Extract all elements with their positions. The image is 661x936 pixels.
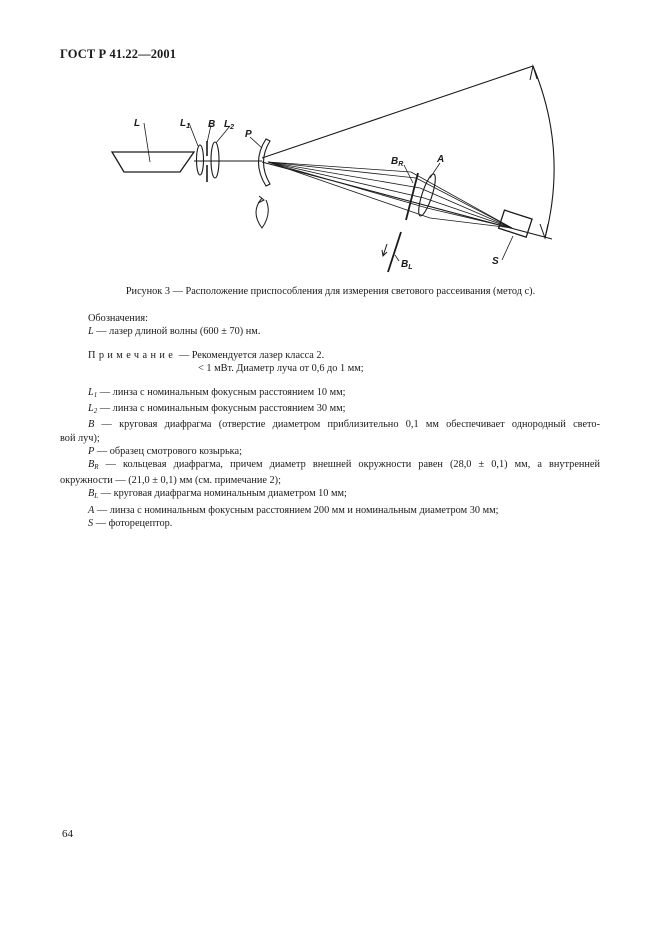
label-l: L — [134, 118, 141, 129]
lens-l2 — [211, 142, 219, 178]
legend-item: A — линза с номинальным фокусным расстоянием 200 мм и номинальным диаметром 30 мм; — [88, 504, 499, 516]
note-line-1: Примечание — Рекомендуется лазер класса 2. — [88, 350, 325, 361]
legend-intro-block — [88, 312, 600, 338]
legend-item: $B_L$ — круговая диафрагма номинальным диаметром 10 мм; — [88, 488, 347, 501]
legend-item: $B_R$ — кольцевая диафрагма, причем диаметр внешней окружности равен (28,0 ± 0,1) мм, а внутренней — [88, 459, 600, 472]
bl-motion-arrow — [382, 244, 387, 256]
document-header: ГОСТ Р 41.22—2001 — [60, 47, 177, 61]
legend-item-continuation: вой луч); — [60, 432, 100, 444]
rotation-arrow — [256, 198, 268, 228]
legend-intro: Обозначения: — [88, 313, 148, 324]
note-block — [88, 349, 600, 375]
legend-item: S — фоторецептор. — [88, 517, 173, 529]
diaphragm-bl — [388, 232, 401, 272]
page-number: 64 — [62, 828, 73, 840]
note-line-2: < 1 мВт. Диаметр луча от 0,6 до 1 мм; — [198, 363, 364, 375]
label-a: A — [437, 154, 445, 165]
optical-setup-diagram — [0, 0, 661, 300]
figure-caption: Рисунок 3 — Расположение приспособления для измерения светового рассеивания (метод с). — [125, 286, 536, 297]
label-l1: $L_1$ — [180, 118, 191, 130]
legend-item: B — круговая диафрагма (отверстие диаметром приблизительно 0,1 мм обеспечивает однородный свето- — [88, 419, 600, 431]
lens-l1 — [197, 145, 204, 175]
laser-body — [112, 152, 194, 172]
legend-item: P — образец смотрового козырька; — [88, 445, 242, 457]
legend-item: $L_1$ — линза с номинальным фокусным расстоянием 10 мм; — [88, 387, 346, 399]
legend-item: $L_2$ — линза с номинальным фокусным расстоянием 30 мм; — [88, 403, 346, 416]
legend-item-continuation: окружности — (21,0 ± 0,1) мм (см. примечание 2); — [60, 475, 281, 487]
label-p: P — [245, 129, 252, 140]
cone-upper-edge — [262, 66, 533, 158]
label-b: B — [208, 119, 216, 130]
label-bl: $B_L$ — [401, 259, 413, 271]
label-br: $B_R$ — [391, 156, 404, 168]
legend-items — [60, 386, 600, 530]
measurement-arc — [533, 66, 554, 238]
label-l2: $L_2$ — [224, 119, 235, 131]
legend-laser: L — лазер длиной волны (600 ± 70) нм. — [88, 326, 261, 338]
label-s: S — [492, 256, 499, 267]
